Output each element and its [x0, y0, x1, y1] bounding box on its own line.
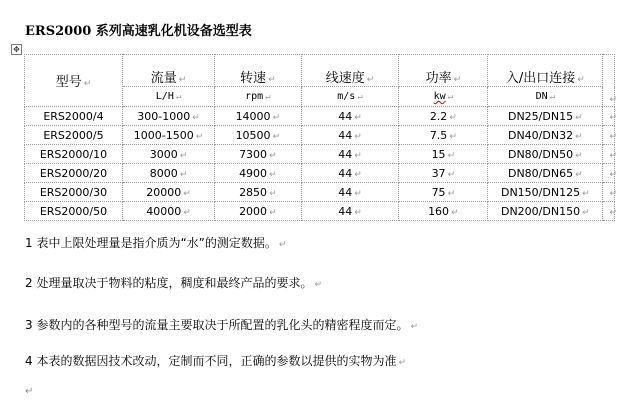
note-4-text: 4 本表的数据因技术改动，定制而不同，正确的参数以提供的实物为准 [25, 354, 397, 368]
table-row [25, 107, 615, 126]
cell-conn-text: DN80/DN65 [507, 166, 574, 180]
cell-linear-text: 44 [338, 109, 353, 123]
unit-power [399, 87, 488, 107]
cell-linear [301, 107, 399, 126]
header-speed [215, 55, 301, 87]
cell-model-text: ERS2000/4 [43, 109, 104, 123]
row-end-cell [603, 145, 615, 164]
cell-end-mark: ↵ [175, 92, 182, 102]
table-row [25, 202, 615, 221]
cell-model-text: ERS2000/5 [43, 128, 104, 142]
cell-conn-text: DN25/DN15 [507, 109, 574, 123]
table-header-row [25, 55, 615, 87]
cell-model-text: ERS2000/50 [39, 204, 108, 218]
cell-speed-text: 14000 [235, 109, 271, 123]
cell-end-mark: ↵ [577, 75, 585, 85]
cell-end-mark: ↵ [449, 112, 457, 123]
cell-speed-text: 2850 [239, 185, 268, 199]
cell-flow [122, 164, 214, 183]
cell-linear-text: 44 [338, 166, 353, 180]
row-end-cell [603, 126, 615, 145]
cell-end-mark: ↵ [453, 75, 462, 85]
row-end-mark: ↵ [609, 112, 617, 123]
cell-end-mark: ↵ [354, 150, 362, 161]
paragraph-mark: ↵ [314, 280, 322, 290]
cell-end-mark: ↵ [269, 150, 277, 161]
cell-model [25, 145, 123, 164]
cell-flow-text: 20000 [146, 185, 182, 199]
cell-end-mark: ↵ [357, 92, 363, 102]
cell-power-text: 15 [431, 147, 446, 161]
document-title: ERS2000 系列高速乳化机设备选型表 [25, 24, 252, 39]
cell-end-mark: ↵ [179, 150, 188, 161]
cell-flow [122, 183, 214, 202]
cell-end-mark: ↵ [575, 169, 583, 180]
cell-conn-text: DN80/DN50 [507, 147, 574, 161]
cell-conn-text: DN150/DN125 [500, 185, 581, 199]
cell-end-mark: ↵ [354, 131, 362, 142]
cell-power [399, 107, 488, 126]
row-end-mark: ↵ [609, 188, 617, 199]
cell-linear-text: 44 [338, 147, 353, 161]
cell-flow [122, 126, 214, 145]
cell-end-mark: ↵ [582, 207, 590, 218]
cell-end-mark: ↵ [366, 75, 375, 85]
cell-flow-text: 40000 [146, 204, 182, 218]
header-power [399, 55, 488, 87]
header-speed-label: 转速 [240, 71, 267, 86]
table-row [25, 183, 615, 202]
cell-flow-text: 300-1000 [137, 109, 191, 123]
cell-conn [488, 202, 603, 221]
cell-end-mark: ↵ [582, 188, 590, 199]
cell-flow [122, 107, 214, 126]
note-2-text: 2 处理量取决于物料的粘度，稠度和最终产品的要求。 [25, 276, 313, 290]
cell-linear [301, 126, 399, 145]
cell-end-mark: ↵ [447, 188, 456, 199]
cell-conn [488, 145, 603, 164]
row-end-mark: ↵ [609, 131, 617, 142]
cell-model-text: ERS2000/10 [39, 147, 108, 161]
cell-speed [215, 183, 301, 202]
cell-conn-text: DN40/DN32 [507, 128, 574, 142]
cell-linear-text: 44 [338, 204, 353, 218]
cell-end-mark: ↵ [269, 169, 277, 180]
cell-model-text: ERS2000/20 [39, 166, 108, 180]
cell-end-mark: ↵ [265, 92, 271, 102]
cell-model [25, 107, 123, 126]
cell-linear [301, 202, 399, 221]
cell-end-mark: ↵ [447, 150, 456, 161]
unit-speed [215, 87, 301, 107]
unit-flow-label: L/H [155, 91, 174, 102]
header-linear-label: 线速度 [325, 71, 365, 86]
table-row [25, 145, 615, 164]
cell-model [25, 126, 123, 145]
cell-linear [301, 145, 399, 164]
cell-model-text: ERS2000/30 [39, 185, 108, 199]
cell-conn [488, 183, 603, 202]
cell-speed [215, 107, 301, 126]
cell-power-text: 37 [431, 166, 446, 180]
cell-power-text: 7.5 [429, 128, 448, 142]
table-move-icon[interactable]: ✥ [11, 44, 22, 55]
note-3 [25, 316, 418, 333]
note-1 [25, 234, 286, 251]
paragraph-mark: ↵ [278, 240, 287, 250]
unit-linear-label: m/s [337, 91, 356, 102]
cell-end-mark: ↵ [354, 112, 362, 123]
cell-linear [301, 183, 399, 202]
cell-end-mark: ↵ [575, 131, 583, 142]
row-end-cell [603, 202, 615, 221]
cell-end-mark: ↵ [354, 188, 362, 199]
header-model [25, 55, 123, 107]
cell-power [399, 145, 488, 164]
cell-speed-text: 7300 [239, 147, 268, 161]
cell-power [399, 183, 488, 202]
cell-speed [215, 164, 301, 183]
unit-linear [301, 87, 399, 107]
header-power-label: 功率 [425, 71, 452, 86]
cell-power [399, 164, 488, 183]
cell-linear-text: 44 [338, 128, 353, 142]
cell-end-mark: ↵ [269, 188, 277, 199]
cell-end-mark: ↵ [178, 75, 187, 85]
cell-power-text: 2.2 [429, 109, 448, 123]
cell-end-mark: ↵ [549, 92, 556, 102]
cell-end-mark: ↵ [195, 131, 204, 142]
row-end-mark: ↵ [609, 95, 617, 105]
row-end-mark: ↵ [609, 207, 617, 218]
cell-flow-text: 3000 [149, 147, 178, 161]
cell-end-mark: ↵ [272, 131, 281, 142]
cell-speed [215, 145, 301, 164]
cell-flow [122, 145, 214, 164]
unit-power-label: kw [433, 91, 446, 102]
cell-end-mark: ↵ [447, 92, 454, 102]
table-row [25, 164, 615, 183]
row-end-mark: ↵ [609, 150, 617, 161]
note-3-text: 3 参数内的各种型号的流量主要取决于所配置的乳化头的精密程度而定。 [25, 318, 409, 332]
row-end-cell [603, 164, 615, 183]
end-paragraph-mark: ↵ [25, 386, 34, 397]
cell-linear-text: 44 [338, 185, 353, 199]
cell-power-text: 75 [431, 185, 446, 199]
table-row [25, 126, 615, 145]
cell-conn-text: DN200/DN150 [500, 204, 581, 218]
cell-flow-text: 1000-1500 [133, 128, 194, 142]
cell-end-mark: ↵ [183, 188, 191, 199]
unit-flow [122, 87, 214, 107]
cell-flow-text: 8000 [149, 166, 178, 180]
cell-end-mark: ↵ [83, 79, 92, 89]
cell-end-mark: ↵ [575, 112, 583, 123]
row-end-mark: ↵ [609, 169, 617, 180]
unit-speed-label: rpm [245, 91, 264, 102]
cell-power-text: 160 [428, 204, 450, 218]
cell-end-mark: ↵ [268, 75, 276, 85]
note-2 [25, 274, 322, 291]
unit-connection [488, 87, 603, 107]
row-end-cell [603, 55, 615, 107]
cell-model [25, 164, 123, 183]
unit-connection-label: DN [535, 91, 548, 102]
cell-end-mark: ↵ [447, 169, 456, 180]
cell-end-mark: ↵ [449, 131, 457, 142]
cell-end-mark: ↵ [354, 207, 362, 218]
paragraph-mark: ↵ [410, 322, 418, 332]
cell-conn [488, 107, 603, 126]
cell-speed-text: 4900 [239, 166, 268, 180]
cell-power [399, 126, 488, 145]
cell-flow [122, 202, 214, 221]
cell-end-mark: ↵ [575, 150, 583, 161]
header-flow-label: 流量 [150, 71, 177, 86]
row-end-cell [603, 107, 615, 126]
cell-speed [215, 202, 301, 221]
header-linear-speed [301, 55, 399, 87]
note-1-text: 1 表中上限处理量是指介质为“水”的测定数据。 [25, 236, 277, 250]
row-end-cell [603, 183, 615, 202]
cell-conn [488, 126, 603, 145]
header-model-label: 型号 [55, 75, 82, 90]
cell-linear [301, 164, 399, 183]
cell-end-mark: ↵ [451, 207, 459, 218]
cell-speed [215, 126, 301, 145]
note-4 [25, 352, 406, 369]
cell-power [399, 202, 488, 221]
cell-speed-text: 2000 [239, 204, 268, 218]
cell-end-mark: ↵ [183, 207, 191, 218]
header-flow [122, 55, 214, 87]
cell-speed-text: 10500 [235, 128, 271, 142]
cell-end-mark: ↵ [179, 169, 188, 180]
header-connection [488, 55, 603, 87]
paragraph-mark: ↵ [398, 358, 406, 368]
cell-model [25, 183, 123, 202]
cell-end-mark: ↵ [354, 169, 362, 180]
cell-conn [488, 164, 603, 183]
cell-end-mark: ↵ [269, 207, 277, 218]
cell-end-mark: ↵ [192, 112, 200, 123]
header-connection-label: 入/出口连接 [505, 71, 576, 86]
cell-end-mark: ↵ [272, 112, 281, 123]
cell-model [25, 202, 123, 221]
spec-table [24, 54, 615, 221]
